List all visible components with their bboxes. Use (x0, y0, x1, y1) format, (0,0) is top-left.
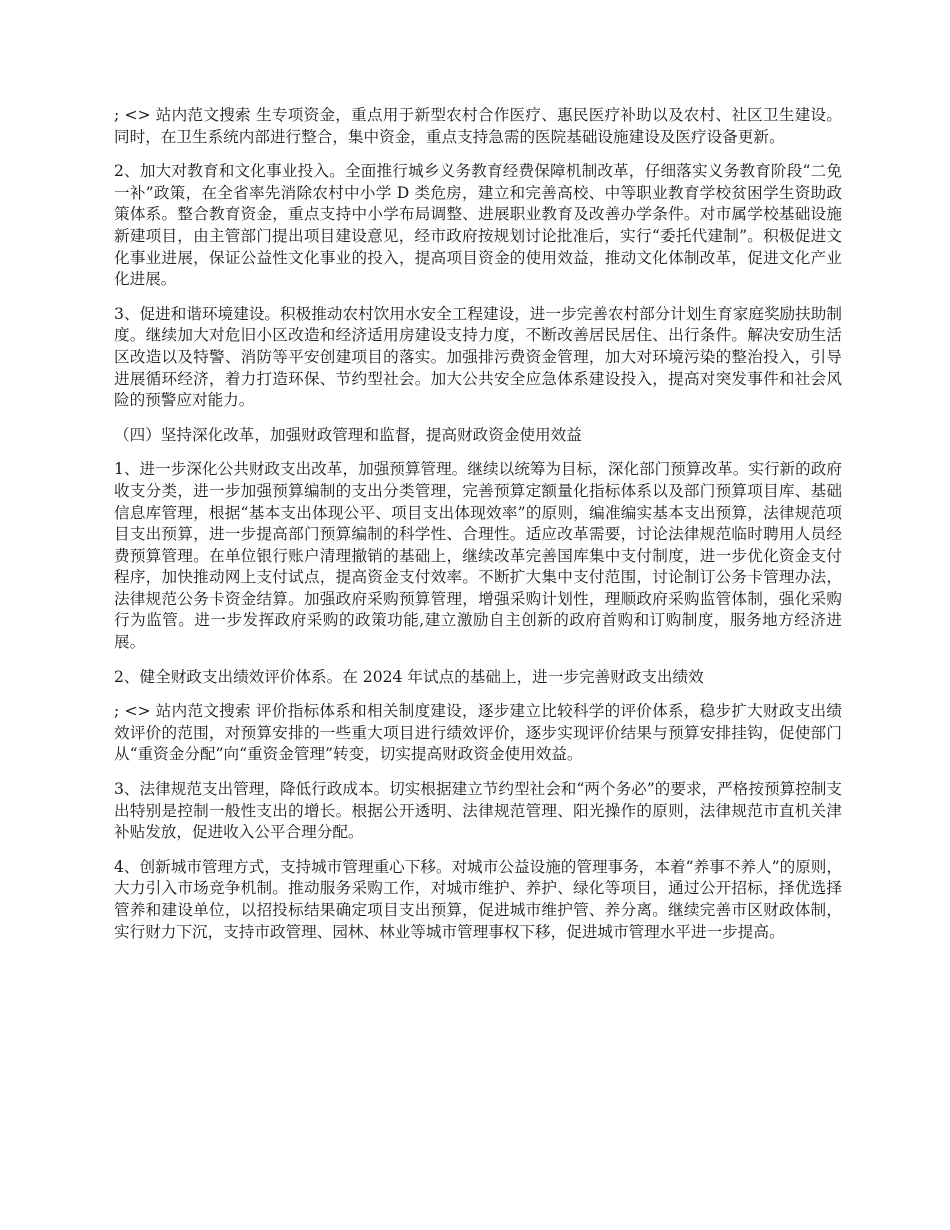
paragraph-evaluation-system: ; <> 站内范文搜索 评价指标体系和相关制度建设，逐步建立比较科学的评价体系，稳步扩大财政支出绩效评价的范围，对预算安排的一些重大项目进行绩效评价，逐步实现评价结果与预算安排挂钩，促使部门从“重资金分配”向“重资金管理”转变，切实提高财政资金使用效益。 (114, 702, 842, 764)
paragraph-expenditure-management: 3、法律规范支出管理，降低行政成本。切实根据建立节约型社会和“两个务必”的要求，严格按预算控制支出特别是控制一般性支出的增长。根据公开透明、法律规范管理、阳光操作的原则，法律规范市直机关津补贴发放，促进收入公平合理分配。 (114, 780, 842, 842)
paragraph-education-culture: 2、加大对教育和文化事业投入。全面推行城乡义务教育经费保障机制改革，仔细落实义务教育阶段“二免一补”政策，在全省率先消除农村中小学 D 类危房，建立和完善高校、中等职业教育学校贫困学生资助政策体系。整合教育资金，重点支持中小学布局调整、进展职业教育及改善办学条件。对市属学校基础设施新建项目，由主管部门提出项目建设意见，经市政府按规划讨论批准后，实行“委托代建制”。积极促进文化事业进展，保证公益性文化事业的投入，提高项目资金的使用效益，推动文化体制改革，促进文化产业化进展。 (114, 162, 842, 289)
paragraph-health-funding: ; <> 站内范文搜索 生专项资金，重点用于新型农村合作医疗、惠民医疗补助以及农村、社区卫生建设。同时，在卫生系统内部进行整合，集中资金，重点支持急需的医院基础设施建设及医疗设备更新。 (114, 106, 842, 146)
paragraph-city-management: 4、创新城市管理方式，支持城市管理重心下移。对城市公益设施的管理事务，本着“养事不养人”的原则，大力引入市场竞争机制。推动服务采购工作，对城市维护、养护、绿化等项目，通过公开招标，择优选择管养和建设单位，以招投标结果确定项目支出预算，促进城市维护管、养分离。继续完善市区财政体制，实行财力下沉，支持市政管理、园林、林业等城市管理事权下移，促进城市管理水平进一步提高。 (114, 857, 842, 941)
document-body (114, 105, 842, 956)
paragraph-budget-reform: 1、进一步深化公共财政支出改革，加强预算管理。继续以统筹为目标，深化部门预算改革。实行新的政府收支分类，进一步加强预算编制的支出分类管理，完善预算定额量化指标体系以及部门预算项目库、基础信息库管理，根据“基本支出体现公平、项目支出体现效率”的原则，编准编实基本支出预算，法律规范项目支出预算，进一步提高部门预算编制的科学性、合理性。适应改革需要，讨论法律规范临时聘用人员经费预算管理。在单位银行账户清理撤销的基础上，继续改革完善国库集中支付制度，进一步优化资金支付程序，加快推动网上支付试点，提高资金支付效率。不断扩大集中支付范围，讨论制订公务卡管理办法，法律规范公务卡资金结算。加强政府采购预算管理，增强采购计划性，理顺政府采购监管体制，强化采购行为监管。进一步发挥政府采购的政策功能,建立激励自主创新的政府首购和订购制度，服务地方经济进展。 (114, 460, 842, 652)
paragraph-performance-evaluation: 2、健全财政支出绩效评价体系。在 2024 年试点的基础上，进一步完善财政支出绩效 (114, 667, 704, 686)
section-heading-four: （四）坚持深化改革，加强财政管理和监督，提高财政资金使用效益 (114, 425, 582, 444)
paragraph-harmonious-environment: 3、促进和谐环境建设。积极推动农村饮用水安全工程建设，进一步完善农村部分计划生育家庭奖励扶助制度。继续加大对危旧小区改造和经济适用房建设支持力度，不断改善居民居住、出行条件。解决安劢生活区改造以及特警、消防等平安创建项目的落实。加强排污费资金管理，加大对环境污染的整治投入，引导进展循环经济，着力打造环保、节约型社会。加大公共安全应急体系建设投入，提高对突发事件和社会风险的预警应对能力。 (114, 304, 842, 410)
